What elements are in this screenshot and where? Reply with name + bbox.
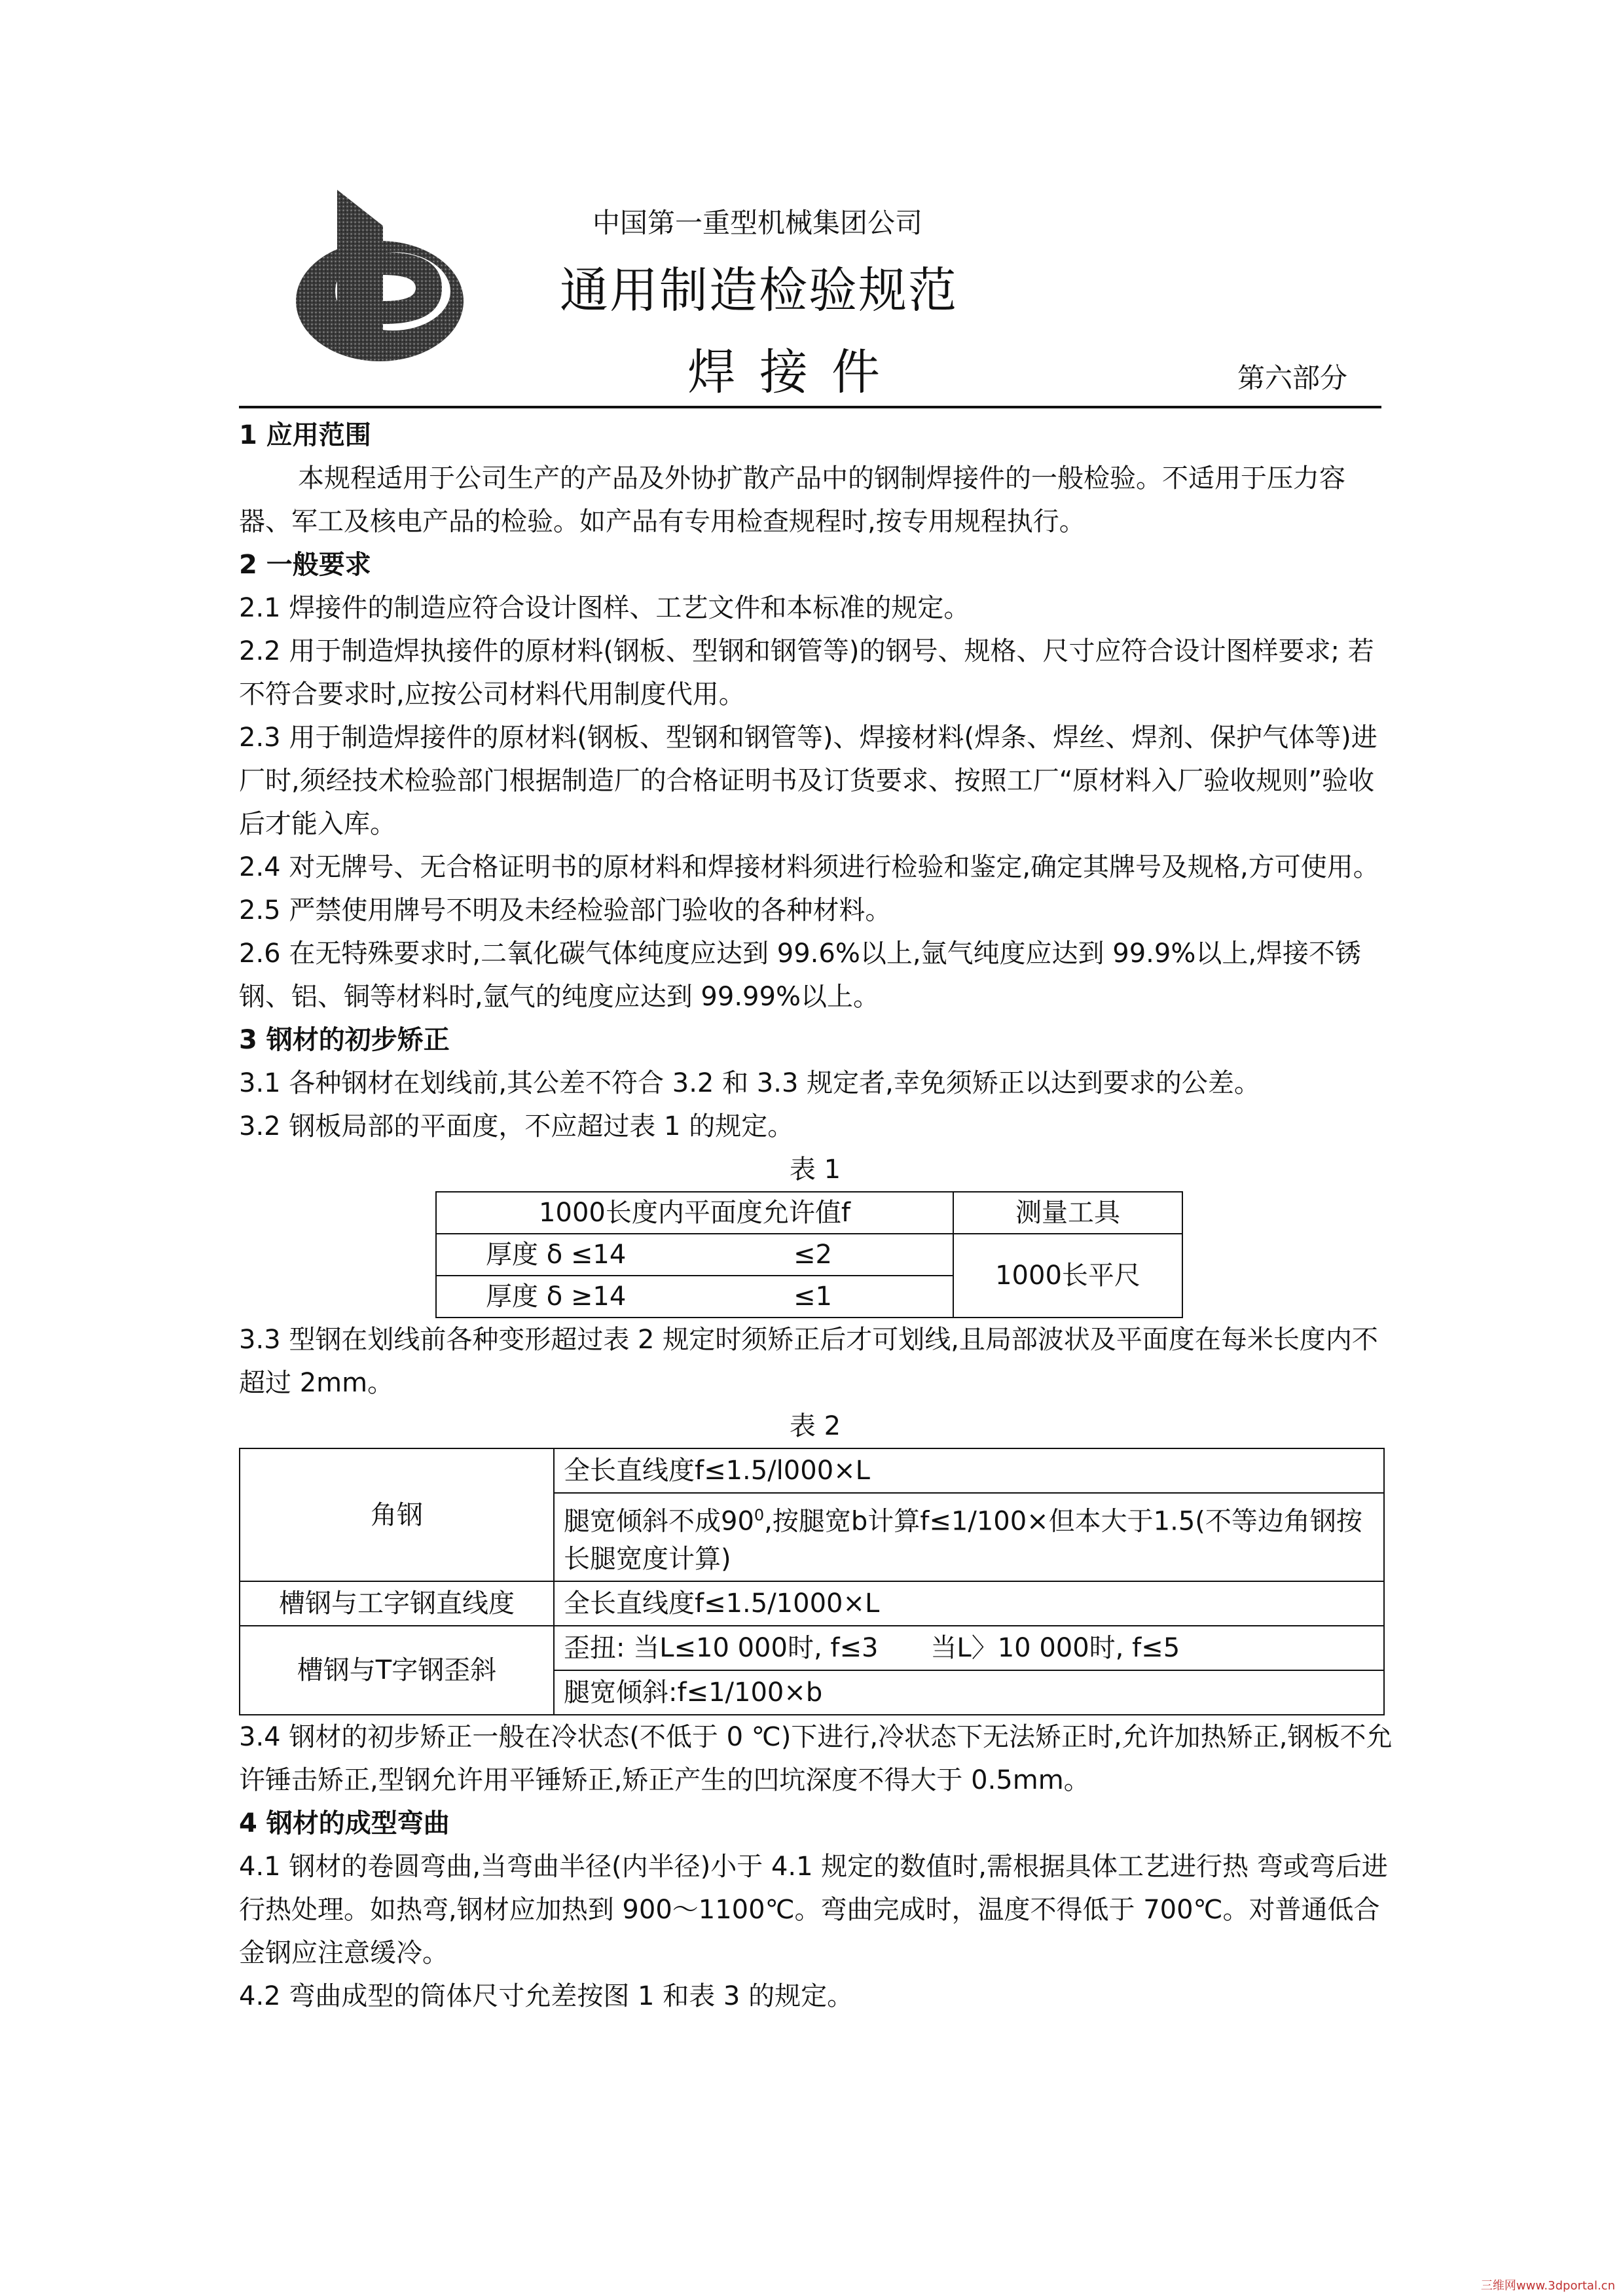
document-subtitle: 焊接件 — [687, 344, 903, 401]
document-body — [239, 414, 1395, 2018]
part-label: 第六部分 — [1237, 362, 1348, 394]
table-2-channel-tee: 槽钢与T字钢歪斜 — [240, 1626, 554, 1715]
paragraph-4-1: 4.1 钢材的卷圆弯曲,当弯曲半径(内半径)小于 4.1 规定的数值时,需根据具体工艺进行热 弯或弯后进行热处理。如热弯,钢材应加热到 900～1100℃。弯曲完成时，温度不得低于 700℃。对普通低合金钢应注意缓冷。 — [239, 1852, 1388, 1969]
paragraph-3-2: 3.2 钢板局部的平面度，不应超过表 1 的规定。 — [239, 1111, 794, 1141]
header-rule — [239, 406, 1381, 408]
section-heading-2: 2 一般要求 — [239, 550, 371, 580]
company-name: 中国第一重型机械集团公司 — [593, 207, 923, 239]
company-logo — [291, 190, 468, 373]
table-1-header-tool: 测量工具 — [953, 1192, 1182, 1234]
paragraph-2-6: 2.6 在无特殊要求时,二氧化碳气体纯度应达到 99.6%以上,氩气纯度应达到 99.9%以上,焊接不锈钢、铝、铜等材料时,氩气的纯度应达到 99.99%以上。 — [239, 939, 1362, 1012]
section-heading-4: 4 钢材的成型弯曲 — [239, 1808, 450, 1839]
table-2-channel-ibeam: 槽钢与工字钢直线度 — [240, 1581, 554, 1626]
table-1-thickness-1: 厚度 δ ≤14 — [486, 1240, 627, 1270]
table-1-row-1 — [436, 1234, 953, 1276]
table-2-channel-straightness: 全长直线度f≤1.5/1000×L — [554, 1581, 1384, 1626]
table-2-caption: 表 2 — [789, 1411, 841, 1441]
table-2-angle-leg-tilt-a: 腿宽倾斜不成90 — [564, 1506, 754, 1537]
paragraph-4-2: 4.2 弯曲成型的筒体尺寸允差按图 1 和表 3 的规定。 — [239, 1981, 854, 2012]
table-2 — [239, 1448, 1385, 1715]
table-2-angle-leg-tilt-sup: 0 — [754, 1506, 765, 1524]
table-2-angle-leg-tilt-b: ,按腿宽b计算f≤1/100×但本大于1.5(不等边角钢按长腿宽度计算) — [564, 1506, 1362, 1575]
table-1-value-1: ≤2 — [793, 1240, 832, 1270]
paragraph-2-5: 2.5 严禁使用牌号不明及未经检验部门验收的各种材料。 — [239, 895, 892, 925]
table-2-tee-leg-tilt: 腿宽倾斜:f≤1/100×b — [554, 1670, 1384, 1715]
table-2-angle-straightness: 全长直线度f≤1.5/l000×L — [554, 1448, 1384, 1493]
paragraph-1: 本规程适用于公司生产的产品及外协扩散产品中的钢制焊接件的一般检验。不适用于压力容器、军工及核电产品的检验。如产品有专用检查规程时,按专用规程执行。 — [239, 463, 1345, 537]
paragraph-3-4: 3.4 钢材的初步矫正一般在冷状态(不低于 0 ℃)下进行,冷状态下无法矫正时,允许加热矫正,钢板不允许锤击矫正,型钢允许用平锤矫正,矫正产生的凹坑深度不得大于 0.5mm。 — [239, 1722, 1393, 1796]
table-1-row-2 — [436, 1276, 953, 1318]
site-watermark: 三维网www.3dportal.cn — [1480, 2279, 1615, 2293]
table-2-angle-leg-tilt — [554, 1493, 1384, 1581]
table-1-caption: 表 1 — [789, 1155, 841, 1185]
paragraph-2-3: 2.3 用于制造焊接件的原材料(钢板、型钢和钢管等)、焊接材料(焊条、焊丝、焊剂、保护气体等)进厂时,须经技术检验部门根据制造厂的合格证明书及订货要求、按照工厂“原材料入厂验收规则”验收后才能入库。 — [239, 723, 1377, 839]
paragraph-2-4: 2.4 对无牌号、无合格证明书的原材料和焊接材料须进行检验和鉴定,确定其牌号及规格,方可使用。 — [239, 852, 1379, 882]
table-1-thickness-2: 厚度 δ ≥14 — [486, 1282, 627, 1312]
table-2-tee-twist: 歪扭: 当L≤10 000时, f≤3 当L〉10 000时, f≤5 — [554, 1626, 1384, 1670]
paragraph-3-3: 3.3 型钢在划线前各种变形超过表 2 规定时须矫正后才可划线,且局部波状及平面度在每米长度内不超过 2mm。 — [239, 1325, 1378, 1398]
paragraph-2-1: 2.1 焊接件的制造应符合设计图样、工艺文件和本标准的规定。 — [239, 593, 970, 623]
table-1-tool: 1000长平尺 — [953, 1234, 1182, 1318]
section-heading-3: 3 钢材的初步矫正 — [239, 1025, 450, 1055]
paragraph-3-1: 3.1 各种钢材在划线前,其公差不符合 3.2 和 3.3 规定者,幸免须矫正以达到要求的公差。 — [239, 1068, 1260, 1098]
table-1-value-2: ≤1 — [793, 1282, 832, 1312]
section-heading-1: 1 应用范围 — [239, 420, 371, 450]
paragraph-2-2: 2.2 用于制造焊执接件的原材料(钢板、型钢和钢管等)的钢号、规格、尺寸应符合设计图样要求; 若不符合要求时,应按公司材料代用制度代用。 — [239, 636, 1374, 709]
table-1 — [435, 1191, 1183, 1318]
document-title: 通用制造检验规范 — [560, 262, 958, 319]
table-1-header-flatness: 1000长度内平面度允许值f — [436, 1192, 953, 1234]
table-2-angle-steel: 角钢 — [240, 1448, 554, 1581]
